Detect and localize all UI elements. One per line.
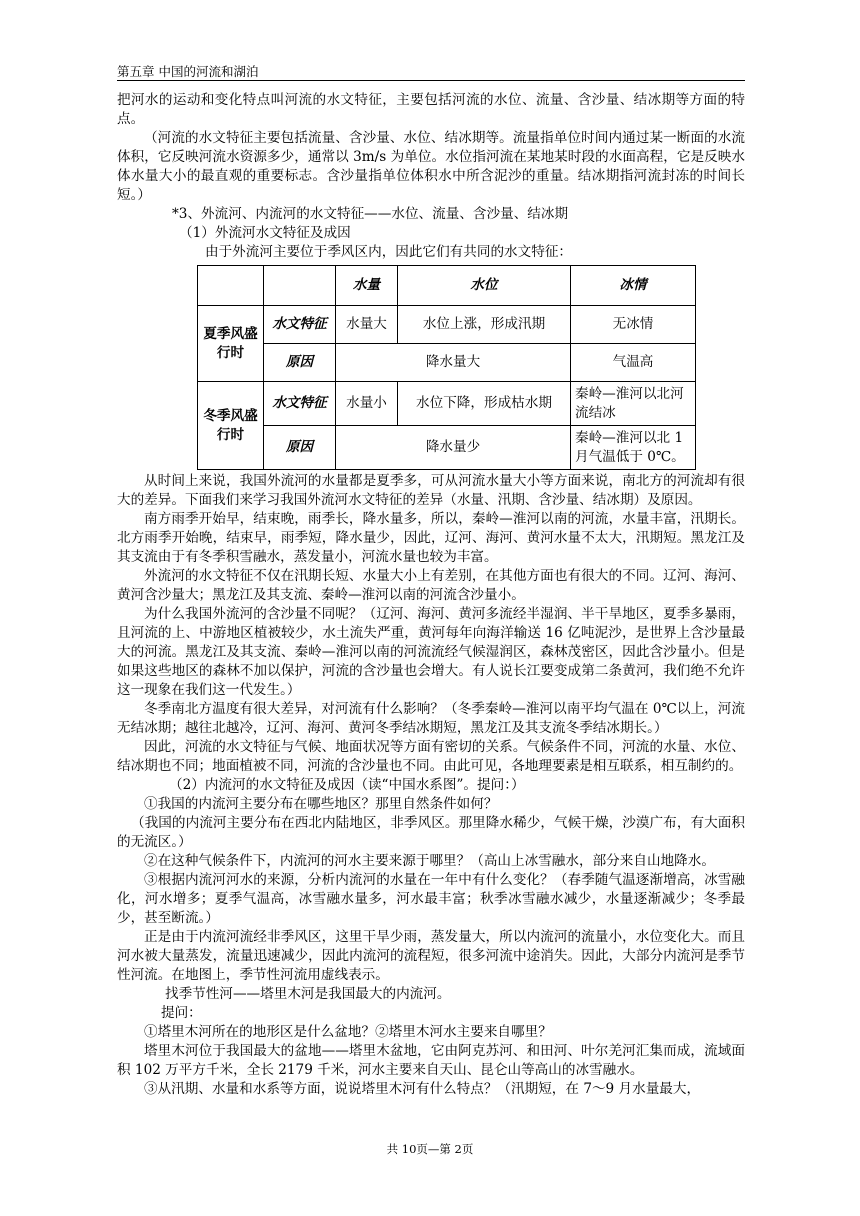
paragraph: 塔里木河位于我国最大的盆地——塔里木盆地，它由阿克苏河、和田河、叶尔羌河汇集而成，流域面积 102 万平方千米，全长 2179 千米，河水主要来自天山、昆仑山等高山的冰雪融水。: [117, 1043, 745, 1078]
table-cell: 秦岭—淮河以北河流结冰: [571, 382, 696, 426]
question: ③从汛期、水量和水系等方面，说说塔里木河有什么特点？（汛期短，在 7～9 月水量最大，: [144, 1081, 701, 1097]
table-header-water: 水量: [336, 266, 398, 306]
table-empty-cell: [264, 266, 336, 306]
question: ①塔里木河所在的地形区是什么盆地？②塔里木河水主要来自哪里？: [144, 1024, 552, 1040]
table-cell: 无冰情: [571, 306, 696, 344]
row-label-cause: 原因: [264, 344, 336, 382]
answer: （我国的内流河主要分布在西北内陆地区，非季风区。那里降水稀少，气候干燥，沙漠广布，有大面积的无流区。）: [117, 815, 745, 850]
table-cell: 水位下降，形成枯水期: [398, 382, 571, 426]
header-rule: [117, 80, 745, 81]
document-body: [117, 91, 745, 1099]
subsection-heading: （2）内流河的水文特征及成因（读“中国水系图”。提问：）: [169, 777, 525, 793]
table-header-ice: 冰情: [571, 266, 696, 306]
table-intro: 由于外流河主要位于季风区内，因此它们有共同的水文特征：: [205, 244, 573, 260]
paragraph: 把河水的运动和变化特点叫河流的水文特征，主要包括河流的水位、流量、含沙量、结冰期等方面的特点。: [117, 92, 745, 127]
table-cell: 降水量少: [336, 426, 571, 470]
paragraph: 正是由于内流河流经非季风区，这里干旱少雨，蒸发量大，所以内流河的流量小，水位变化大。而且河水被大量蒸发，流量迅速减少，因此内流河的流程短，很多河流中途消失。因此，大部分内流河是季节性河流。在地图上，季节性河流用虚线表示。: [117, 929, 745, 983]
paragraph: 冬季南北方温度有很大差异，对河流有什么影响？（冬季秦岭—淮河以南平均气温在 0℃以上，河流无结冰期；越往北越冷，辽河、海河、黄河冬季结冰期短，黑龙江及其支流冬季结冰期长。）: [117, 701, 745, 736]
table-cell: 水量大: [336, 306, 398, 344]
table-cell: 秦岭—淮河以北 1 月气温低于 0℃。: [571, 426, 696, 470]
row-label-feature: 水文特征: [264, 306, 336, 344]
row-header-summer: 夏季风盛行时: [198, 306, 264, 382]
paragraph: 从时间上来说，我国外流河的水量都是夏季多，可从河流水量大小等方面来说，南北方的河流却有很大的差异。下面我们来学习我国外流河水文特征的差异（水量、汛期、含沙量、结冰期）及原因。: [117, 473, 745, 508]
hydrology-table: [197, 265, 696, 470]
paragraph: 外流河的水文特征不仅在汛期长短、水量大小上有差别，在其他方面也有很大的不同。辽河、海河、黄河含沙量大；黑龙江及其支流、秦岭—淮河以南的河流含沙量小。: [117, 568, 745, 603]
page-header: 第五章 中国的河流和湖泊: [117, 64, 259, 79]
table-cell: 降水量大: [336, 344, 571, 382]
table-cell: 水位上涨，形成汛期: [398, 306, 571, 344]
row-header-winter: 冬季风盛行时: [198, 382, 264, 470]
prompt-label: 提问：: [161, 1005, 202, 1021]
table-header-level: 水位: [398, 266, 571, 306]
table-cell: 气温高: [571, 344, 696, 382]
page-footer: 共 10页—第 2页: [386, 1142, 474, 1156]
paragraph: 为什么我国外流河的含沙量不同呢？（辽河、海河、黄河多流经半湿润、半干旱地区，夏季多暴雨，且河流的上、中游地区植被较少，水土流失严重，黄河每年向海洋输送 16 亿吨泥沙，是世界上含沙量最大的河流。黑龙江及其支流、秦岭—淮河以南的河流流经气候湿润区，森林茂密区，因此含沙量小。但是如果这些地区的森林不加以保护，河流的含沙量也会增大。有人说长江要变成第二条黄河，我们绝不允许这一现象在我们这一代发生。）: [117, 606, 745, 698]
section-heading: *3、外流河、内流河的水文特征——水位、流量、含沙量、结冰期: [172, 206, 569, 222]
paragraph: 南方雨季开始早，结束晚，雨季长，降水量多，所以，秦岭—淮河以南的河流，水量丰富，汛期长。北方雨季开始晚，结束早，雨季短，降水量少，因此，辽河、海河、黄河水量不太大，汛期短。黑龙江及其支流由于有冬季积雪融水，蒸发量小，河流水量也较为丰富。: [117, 511, 745, 565]
paragraph: （河流的水文特征主要包括流量、含沙量、水位、结冰期等。流量指单位时间内通过某一断面的水流体积，它反映河流水资源多少，通常以 3m/s 为单位。水位指河流在某地某时段的水面高程，它是反映水体水量大小的最直观的重要标志。含沙量指单位体积水中所含泥沙的重量。结冰期指河流封冻的时间长短。）: [117, 130, 745, 203]
table-empty-cell: [198, 266, 264, 306]
subsection-heading: （1）外流河水文特征及成因: [179, 225, 351, 241]
question: ①我国的内流河主要分布在哪些地区？那里自然条件如何？: [144, 796, 498, 812]
question: ③根据内流河河水的来源，分析内流河的水量在一年中有什么变化？（春季随气温逐渐增高，冰雪融化，河水增多；夏季气温高，冰雪融水量多，河水最丰富；秋季冰雪融水减少，水量逐渐减少；冬季最少，甚至断流。）: [117, 872, 745, 926]
table-cell: 水量小: [336, 382, 398, 426]
row-label-cause: 原因: [264, 426, 336, 470]
row-label-feature: 水文特征: [264, 382, 336, 426]
question: ②在这种气候条件下，内流河的河水主要来源于哪里？（高山上冰雪融水，部分来自山地降水。: [144, 853, 715, 869]
paragraph: 找季节性河——塔里木河是我国最大的内流河。: [165, 986, 451, 1002]
paragraph: 因此，河流的水文特征与气候、地面状况等方面有密切的关系。气候条件不同，河流的水量、水位、结冰期也不同；地面植被不同，河流的含沙量也不同。由此可见，各地理要素是相互联系，相互制约的。: [117, 739, 745, 774]
